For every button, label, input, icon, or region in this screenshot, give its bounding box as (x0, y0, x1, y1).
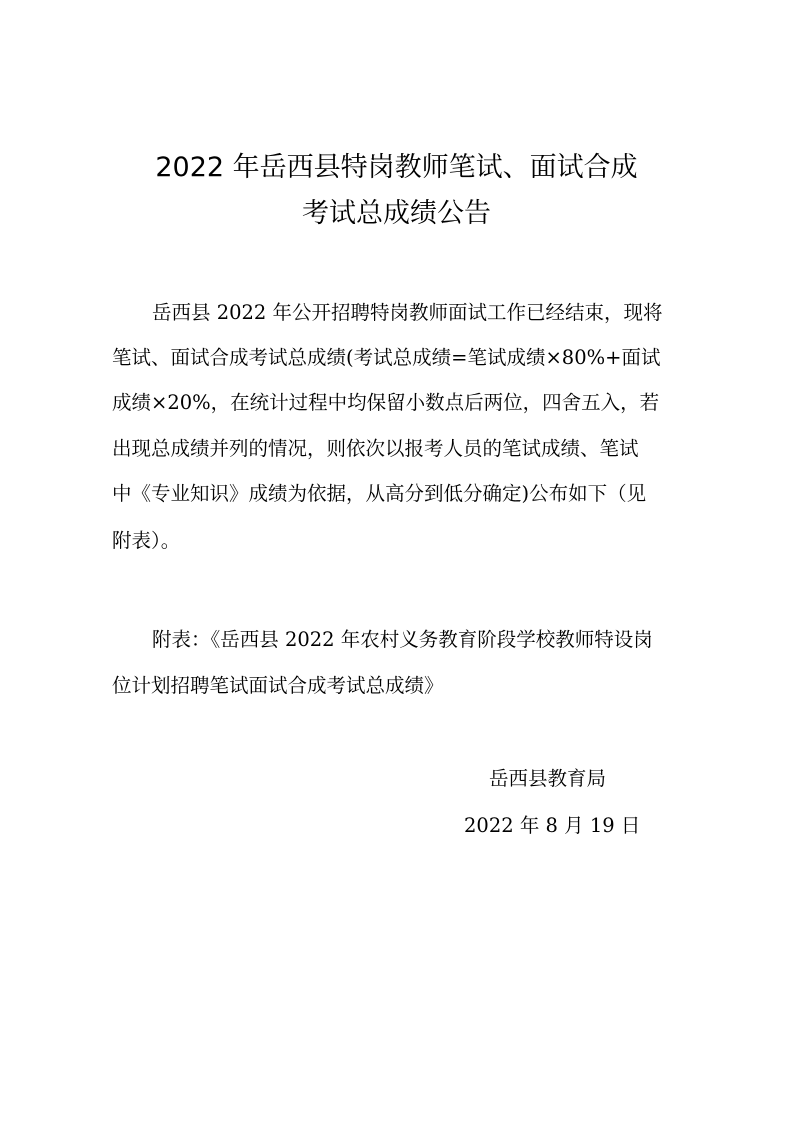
attachment-line: 位计划招聘笔试面试合成考试总成绩》 (112, 674, 444, 697)
issue-date: 2022 年 8 月 19 日 (464, 814, 641, 837)
paragraph-line: 中《专业知识》成绩为依据，从高分到低分确定)公布如下（见 (112, 482, 647, 505)
attachment-line: 附表：《岳西县 2022 年农村义务教育阶段学校教师特设岗 (152, 628, 653, 651)
issuer-signature: 岳西县教育局 (489, 767, 607, 790)
document-title-line-1: 2022 年岳西县特岗教师笔试、面试合成 (155, 152, 638, 183)
document-title-line-2: 考试总成绩公告 (302, 198, 491, 229)
paragraph-line: 笔试、面试合成考试总成绩(考试总成绩=笔试成绩×80%+面试 (112, 346, 661, 369)
paragraph-line: 成绩×20%，在统计过程中均保留小数点后两位，四舍五入，若 (112, 391, 660, 414)
paragraph-line: 出现总成绩并列的情况，则依次以报考人员的笔试成绩、笔试 (112, 437, 639, 460)
paragraph-line: 岳西县 2022 年公开招聘特岗教师面试工作已经结束，现将 (152, 301, 663, 324)
paragraph-line: 附表）。 (112, 529, 181, 552)
